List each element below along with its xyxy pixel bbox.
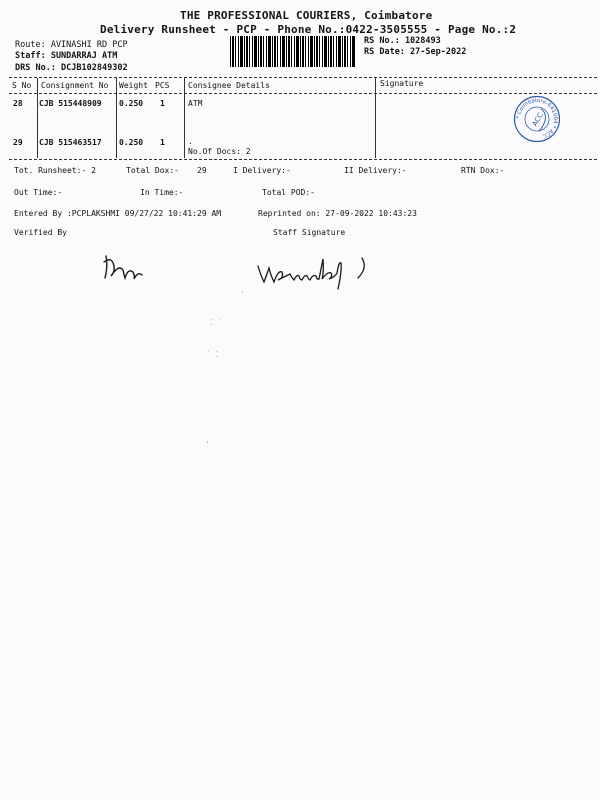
ii-delivery: II Delivery:- [344, 166, 407, 175]
col-signature: Signature [380, 79, 424, 88]
col-sno: S No [12, 81, 32, 90]
row-consignment: CJB 515463517 [39, 138, 102, 147]
col-consignment: Consignment No [41, 81, 109, 90]
staff-signature [252, 252, 402, 294]
company-seal-stamp [513, 95, 561, 143]
verifier-signature [96, 248, 166, 284]
row-sno: 28 [13, 99, 23, 108]
drs-number: DRS No.: DCJB102849302 [15, 63, 128, 73]
i-delivery: I Delivery:- [233, 166, 291, 175]
company-name: THE PROFESSIONAL COURIERS, Coimbatore [180, 9, 433, 22]
staff: Staff: SUNDARRAJ ATM [15, 51, 118, 61]
row-consignment: CJB 515448909 [39, 99, 102, 108]
total-pod: Total POD:- [262, 188, 315, 197]
in-time: In Time:- [140, 188, 184, 197]
svg-text:* Coimbatore-641004 * ACC: * Coimbatore-641004 * ACC [515, 97, 559, 139]
col-weight: Weight [119, 81, 148, 90]
table-header-rule [9, 93, 597, 94]
row-pcs: 1 [160, 99, 165, 108]
row-weight: 0.250 [119, 138, 144, 147]
staff-signature-label: Staff Signature [273, 228, 346, 237]
out-time: Out Time:- [14, 188, 63, 197]
entered-by: Entered By :PCPLAKSHMI 09/27/22 10:41:29 AM [14, 209, 222, 218]
total-runsheet: Tot. Runsheet:- 2 [14, 166, 96, 175]
docs-count: No.Of Docs: 2 [188, 147, 251, 156]
col-divider [116, 78, 117, 158]
row-sno: 29 [13, 138, 23, 147]
table-top-rule [9, 77, 597, 78]
rtn-dox: RTN Dox:- [461, 166, 505, 175]
row-weight: 0.250 [119, 99, 144, 108]
total-dox-value: 29 [197, 166, 207, 175]
runsheet-title: Delivery Runsheet - PCP - Phone No.:0422-3505555 - Page No.:2 [100, 23, 517, 36]
row-pcs: 1 [160, 138, 165, 147]
col-divider [375, 78, 376, 158]
reprinted-on: Reprinted on: 27-09-2022 10:43:23 [258, 209, 417, 218]
col-pcs: PCS [155, 81, 170, 90]
row-details: ATM [188, 99, 203, 108]
col-divider [184, 78, 185, 158]
table-bottom-rule [9, 159, 597, 160]
rs-number: RS No.: 1028493 [364, 36, 441, 46]
svg-text:ACC: ACC [530, 111, 545, 128]
col-consignee: Consignee Details [188, 81, 270, 90]
barcode [230, 36, 355, 67]
col-divider [37, 78, 38, 158]
row-details: . [188, 137, 193, 146]
total-dox-label: Total Dox:- [126, 166, 179, 175]
verified-by-label: Verified By [14, 228, 67, 237]
route: Route: AVINASHI RD PCP [15, 40, 128, 50]
rs-date: RS Date: 27-Sep-2022 [364, 47, 467, 57]
